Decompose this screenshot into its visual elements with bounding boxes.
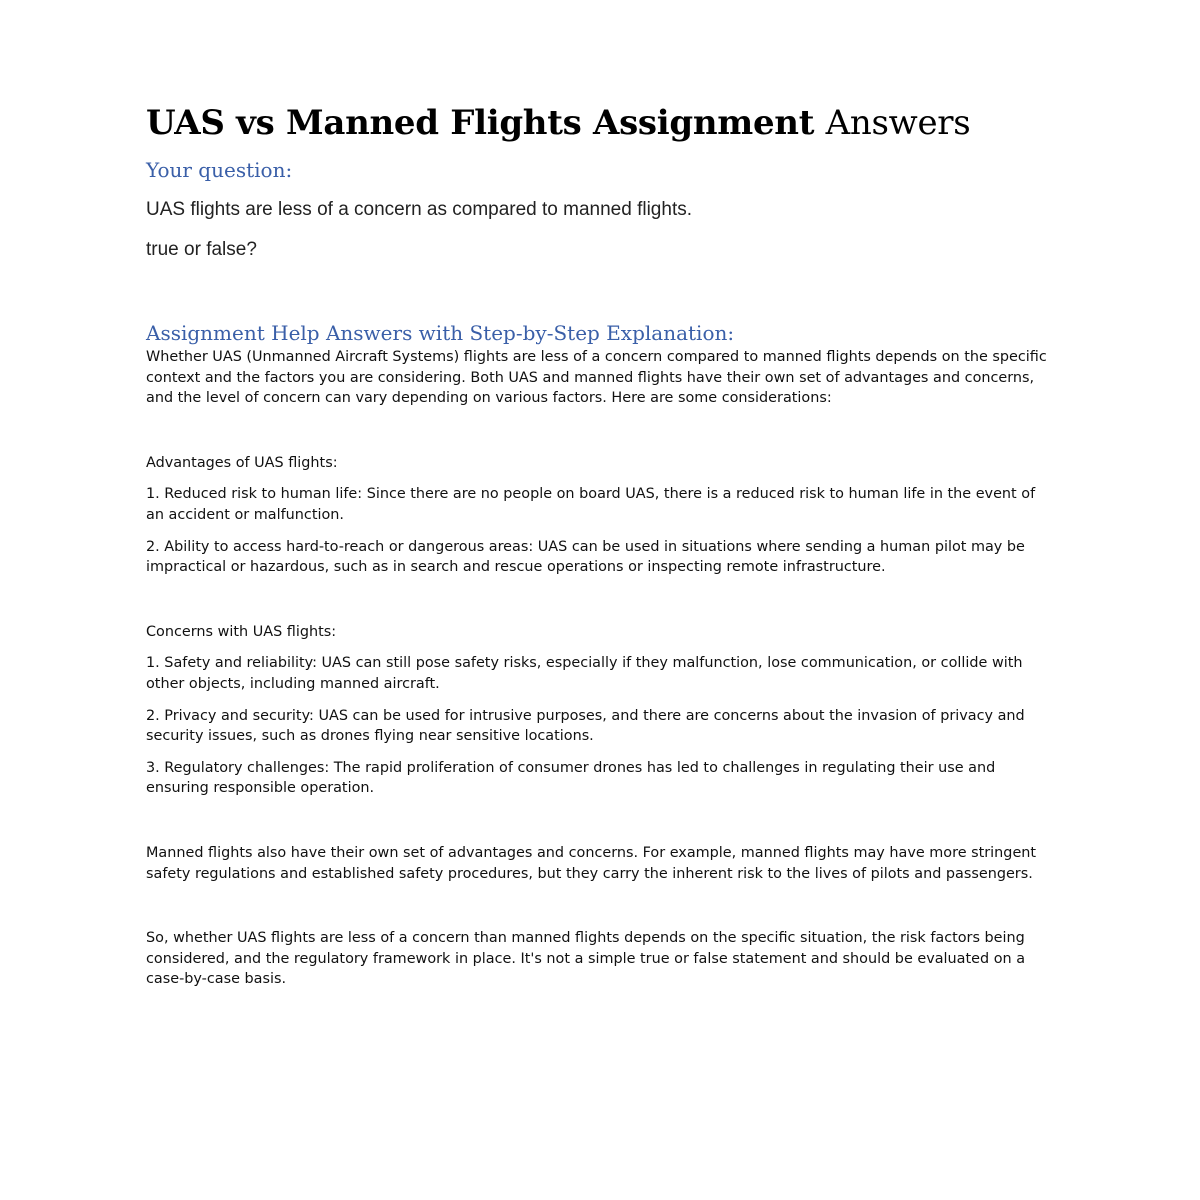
manned-flights-paragraph: Manned flights also have their own set of advantages and concerns. For example, manned flights may have more stringent safety regulations and established safety procedures, but they carry the inherent risk to the lives of pilots and passengers. <box>146 844 1037 882</box>
question-heading: Your question: <box>146 158 293 182</box>
advantage-item-1: 1. Reduced risk to human life: Since there are no people on board UAS, there is a reduced risk to human life in the event of an accident or malfunction. <box>146 486 1036 523</box>
conclusion-paragraph: So, whether UAS flights are less of a concern than manned flights depends on the specific situation, the risk factors being considered, and the regulatory framework in place. It's not a simple true or false statement and should be evaluated on a case-by-case basis. <box>146 930 1026 988</box>
page-title-bold: UAS vs Manned Flights Assignment <box>146 103 815 143</box>
concern-item-2: 2. Privacy and security: UAS can be used for intrusive purposes, and there are concerns about the invasion of privacy and security issues, such as drones flying near sensitive locations. <box>146 707 1025 745</box>
question-statement: UAS flights are less of a concern as compared to manned flights. <box>146 199 692 220</box>
page-title-suffix: Answers <box>825 103 971 143</box>
intro-paragraph: Whether UAS (Unmanned Aircraft Systems) flights are less of a concern compared to manned flights depends on the specific context and the factors you are considering. Both UAS and manned flights have their own set of advantages and concerns, and the level of concern can vary depending on various factors. Here are some considerations: <box>146 349 1047 407</box>
concern-item-1: 1. Safety and reliability: UAS can still pose safety risks, especially if they malfunction, lose communication, or collide with other objects, including manned aircraft. <box>146 655 1023 692</box>
advantage-item-2: 2. Ability to access hard-to-reach or dangerous areas: UAS can be used in situations where sending a human pilot may be impractical or hazardous, such as in search and rescue operations or inspecting remote infrastructure. <box>146 538 1025 576</box>
question-prompt: true or false? <box>146 239 257 260</box>
concern-item-3: 3. Regulatory challenges: The rapid proliferation of consumer drones has led to challenges in regulating their use and ensuring responsible operation. <box>146 759 996 797</box>
concerns-heading: Concerns with UAS flights: <box>146 623 337 640</box>
advantages-heading: Advantages of UAS flights: <box>146 454 338 471</box>
document-page <box>146 100 1056 990</box>
page-title <box>146 100 1056 146</box>
answer-heading: Assignment Help Answers with Step-by-Step Explanation: <box>146 321 735 345</box>
